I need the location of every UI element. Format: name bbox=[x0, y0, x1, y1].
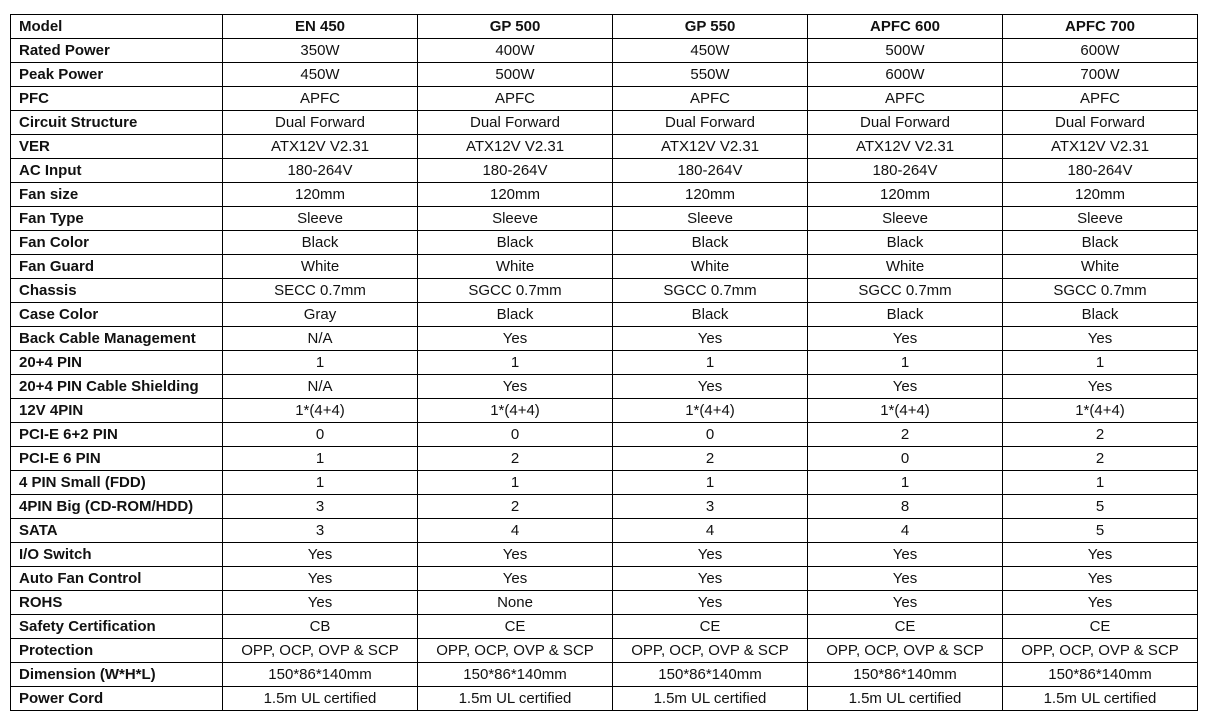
table-cell: Yes bbox=[613, 327, 808, 351]
table-cell: 150*86*140mm bbox=[418, 663, 613, 687]
table-cell: 600W bbox=[808, 63, 1003, 87]
table-row bbox=[11, 615, 1198, 639]
row-label: I/O Switch bbox=[11, 543, 223, 567]
row-label: VER bbox=[11, 135, 223, 159]
row-label: Fan size bbox=[11, 183, 223, 207]
table-cell: 0 bbox=[223, 423, 418, 447]
table-cell: Dual Forward bbox=[808, 111, 1003, 135]
table-cell: 1 bbox=[418, 471, 613, 495]
row-label: 12V 4PIN bbox=[11, 399, 223, 423]
table-cell: Sleeve bbox=[1003, 207, 1198, 231]
row-label: ROHS bbox=[11, 591, 223, 615]
table-row bbox=[11, 495, 1198, 519]
table-row bbox=[11, 687, 1198, 711]
table-cell: 120mm bbox=[223, 183, 418, 207]
table-cell: APFC bbox=[613, 87, 808, 111]
table-cell: 150*86*140mm bbox=[613, 663, 808, 687]
table-cell: Yes bbox=[808, 591, 1003, 615]
table-cell: APFC bbox=[808, 87, 1003, 111]
table-cell: White bbox=[1003, 255, 1198, 279]
table-cell: 1 bbox=[613, 351, 808, 375]
header-row bbox=[11, 15, 1198, 39]
table-cell: 1 bbox=[223, 351, 418, 375]
table-cell: 3 bbox=[223, 495, 418, 519]
table-cell: 1 bbox=[1003, 351, 1198, 375]
table-row bbox=[11, 591, 1198, 615]
table-cell: APFC bbox=[418, 87, 613, 111]
table-cell: Sleeve bbox=[223, 207, 418, 231]
table-cell: 150*86*140mm bbox=[1003, 663, 1198, 687]
table-cell: 700W bbox=[1003, 63, 1198, 87]
table-row bbox=[11, 471, 1198, 495]
table-cell: White bbox=[613, 255, 808, 279]
table-cell: Yes bbox=[1003, 375, 1198, 399]
table-cell: OPP, OCP, OVP & SCP bbox=[808, 639, 1003, 663]
row-label: Fan Color bbox=[11, 231, 223, 255]
table-cell: 120mm bbox=[418, 183, 613, 207]
table-cell: 2 bbox=[1003, 423, 1198, 447]
table-cell: Yes bbox=[613, 567, 808, 591]
table-cell: 3 bbox=[613, 495, 808, 519]
table-cell: Dual Forward bbox=[223, 111, 418, 135]
table-row bbox=[11, 135, 1198, 159]
table-cell: 1 bbox=[223, 471, 418, 495]
table-cell: ATX12V V2.31 bbox=[1003, 135, 1198, 159]
table-cell: CB bbox=[223, 615, 418, 639]
table-cell: Yes bbox=[1003, 327, 1198, 351]
model-header: GP 500 bbox=[418, 15, 613, 39]
row-label: 20+4 PIN bbox=[11, 351, 223, 375]
table-cell: CE bbox=[613, 615, 808, 639]
table-row bbox=[11, 279, 1198, 303]
row-label: PCI-E 6+2 PIN bbox=[11, 423, 223, 447]
table-cell: 1 bbox=[1003, 471, 1198, 495]
table-cell: 5 bbox=[1003, 495, 1198, 519]
table-cell: 2 bbox=[418, 447, 613, 471]
table-row bbox=[11, 639, 1198, 663]
table-cell: SGCC 0.7mm bbox=[808, 279, 1003, 303]
table-cell: Yes bbox=[223, 543, 418, 567]
table-cell: 120mm bbox=[1003, 183, 1198, 207]
table-cell: 500W bbox=[808, 39, 1003, 63]
table-cell: Black bbox=[418, 303, 613, 327]
table-cell: SGCC 0.7mm bbox=[418, 279, 613, 303]
table-cell: 1*(4+4) bbox=[418, 399, 613, 423]
table-row bbox=[11, 255, 1198, 279]
table-cell: 400W bbox=[418, 39, 613, 63]
table-row bbox=[11, 231, 1198, 255]
row-label: AC Input bbox=[11, 159, 223, 183]
row-label: Case Color bbox=[11, 303, 223, 327]
table-cell: Sleeve bbox=[808, 207, 1003, 231]
table-cell: Dual Forward bbox=[418, 111, 613, 135]
table-cell: Yes bbox=[613, 375, 808, 399]
table-row bbox=[11, 183, 1198, 207]
table-cell: Sleeve bbox=[418, 207, 613, 231]
row-label: 4 PIN Small (FDD) bbox=[11, 471, 223, 495]
table-row bbox=[11, 567, 1198, 591]
row-label: Dimension (W*H*L) bbox=[11, 663, 223, 687]
table-row bbox=[11, 351, 1198, 375]
table-cell: 1.5m UL certified bbox=[808, 687, 1003, 711]
table-cell: Yes bbox=[808, 375, 1003, 399]
table-cell: Black bbox=[223, 231, 418, 255]
table-cell: ATX12V V2.31 bbox=[418, 135, 613, 159]
table-cell: 4 bbox=[418, 519, 613, 543]
row-label: 4PIN Big (CD-ROM/HDD) bbox=[11, 495, 223, 519]
row-label: Back Cable Management bbox=[11, 327, 223, 351]
table-cell: 1.5m UL certified bbox=[418, 687, 613, 711]
table-cell: 150*86*140mm bbox=[223, 663, 418, 687]
table-cell: 180-264V bbox=[1003, 159, 1198, 183]
table-cell: OPP, OCP, OVP & SCP bbox=[1003, 639, 1198, 663]
table-row bbox=[11, 423, 1198, 447]
row-label: Safety Certification bbox=[11, 615, 223, 639]
row-label: Fan Type bbox=[11, 207, 223, 231]
table-cell: CE bbox=[1003, 615, 1198, 639]
table-cell: Yes bbox=[418, 567, 613, 591]
table-cell: Yes bbox=[808, 543, 1003, 567]
table-row bbox=[11, 63, 1198, 87]
table-cell: Yes bbox=[613, 543, 808, 567]
table-cell: 1.5m UL certified bbox=[223, 687, 418, 711]
table-row bbox=[11, 87, 1198, 111]
row-label: Auto Fan Control bbox=[11, 567, 223, 591]
table-cell: Yes bbox=[1003, 543, 1198, 567]
table-cell: 2 bbox=[1003, 447, 1198, 471]
table-cell: 1.5m UL certified bbox=[1003, 687, 1198, 711]
table-row bbox=[11, 399, 1198, 423]
table-cell: 150*86*140mm bbox=[808, 663, 1003, 687]
table-cell: 350W bbox=[223, 39, 418, 63]
table-cell: 2 bbox=[808, 423, 1003, 447]
table-cell: 0 bbox=[808, 447, 1003, 471]
table-row bbox=[11, 39, 1198, 63]
table-cell: Yes bbox=[418, 327, 613, 351]
table-cell: 120mm bbox=[613, 183, 808, 207]
table-cell: Black bbox=[808, 303, 1003, 327]
table-cell: Black bbox=[613, 303, 808, 327]
table-cell: None bbox=[418, 591, 613, 615]
table-cell: 0 bbox=[613, 423, 808, 447]
table-row bbox=[11, 207, 1198, 231]
table-cell: APFC bbox=[223, 87, 418, 111]
table-row bbox=[11, 375, 1198, 399]
table-cell: 1*(4+4) bbox=[1003, 399, 1198, 423]
table-cell: 450W bbox=[223, 63, 418, 87]
table-cell: CE bbox=[418, 615, 613, 639]
row-label: Peak Power bbox=[11, 63, 223, 87]
table-cell: Yes bbox=[223, 591, 418, 615]
table-cell: 1 bbox=[808, 351, 1003, 375]
table-row bbox=[11, 447, 1198, 471]
table-cell: Yes bbox=[223, 567, 418, 591]
table-cell: 8 bbox=[808, 495, 1003, 519]
table-cell: Black bbox=[418, 231, 613, 255]
table-cell: OPP, OCP, OVP & SCP bbox=[613, 639, 808, 663]
table-cell: Yes bbox=[418, 543, 613, 567]
table-cell: 2 bbox=[418, 495, 613, 519]
table-cell: 550W bbox=[613, 63, 808, 87]
row-label: Fan Guard bbox=[11, 255, 223, 279]
table-cell: ATX12V V2.31 bbox=[613, 135, 808, 159]
table-cell: White bbox=[418, 255, 613, 279]
table-cell: 180-264V bbox=[418, 159, 613, 183]
table-row bbox=[11, 327, 1198, 351]
table-cell: SGCC 0.7mm bbox=[613, 279, 808, 303]
table-cell: SGCC 0.7mm bbox=[1003, 279, 1198, 303]
table-cell: 2 bbox=[613, 447, 808, 471]
table-cell: ATX12V V2.31 bbox=[808, 135, 1003, 159]
row-label: PCI-E 6 PIN bbox=[11, 447, 223, 471]
table-cell: Sleeve bbox=[613, 207, 808, 231]
table-cell: 450W bbox=[613, 39, 808, 63]
table-cell: 500W bbox=[418, 63, 613, 87]
table-cell: 3 bbox=[223, 519, 418, 543]
row-label: 20+4 PIN Cable Shielding bbox=[11, 375, 223, 399]
table-cell: N/A bbox=[223, 327, 418, 351]
table-cell: Yes bbox=[1003, 567, 1198, 591]
spec-table bbox=[10, 14, 1198, 711]
table-cell: 1*(4+4) bbox=[223, 399, 418, 423]
row-label: Chassis bbox=[11, 279, 223, 303]
table-cell: Black bbox=[613, 231, 808, 255]
table-cell: Yes bbox=[418, 375, 613, 399]
table-cell: OPP, OCP, OVP & SCP bbox=[418, 639, 613, 663]
table-cell: Yes bbox=[613, 591, 808, 615]
table-cell: APFC bbox=[1003, 87, 1198, 111]
table-cell: 1 bbox=[613, 471, 808, 495]
table-cell: Dual Forward bbox=[613, 111, 808, 135]
table-cell: 1.5m UL certified bbox=[613, 687, 808, 711]
table-cell: White bbox=[223, 255, 418, 279]
table-cell: 1*(4+4) bbox=[613, 399, 808, 423]
table-row bbox=[11, 303, 1198, 327]
table-cell: OPP, OCP, OVP & SCP bbox=[223, 639, 418, 663]
table-row bbox=[11, 543, 1198, 567]
row-label: Rated Power bbox=[11, 39, 223, 63]
table-row bbox=[11, 663, 1198, 687]
model-header: APFC 600 bbox=[808, 15, 1003, 39]
table-row bbox=[11, 519, 1198, 543]
table-cell: Yes bbox=[808, 567, 1003, 591]
table-cell: Black bbox=[1003, 231, 1198, 255]
table-cell: 4 bbox=[613, 519, 808, 543]
table-cell: 180-264V bbox=[613, 159, 808, 183]
table-cell: 4 bbox=[808, 519, 1003, 543]
table-cell: 0 bbox=[418, 423, 613, 447]
table-cell: 1 bbox=[418, 351, 613, 375]
corner-label: Model bbox=[11, 15, 223, 39]
model-header: GP 550 bbox=[613, 15, 808, 39]
row-label: Protection bbox=[11, 639, 223, 663]
table-cell: CE bbox=[808, 615, 1003, 639]
table-cell: ATX12V V2.31 bbox=[223, 135, 418, 159]
table-cell: 1*(4+4) bbox=[808, 399, 1003, 423]
table-cell: 600W bbox=[1003, 39, 1198, 63]
row-label: SATA bbox=[11, 519, 223, 543]
table-cell: Yes bbox=[808, 327, 1003, 351]
table-row bbox=[11, 159, 1198, 183]
table-cell: 180-264V bbox=[223, 159, 418, 183]
table-cell: Gray bbox=[223, 303, 418, 327]
table-cell: 5 bbox=[1003, 519, 1198, 543]
table-cell: Black bbox=[808, 231, 1003, 255]
table-cell: N/A bbox=[223, 375, 418, 399]
table-cell: 120mm bbox=[808, 183, 1003, 207]
table-cell: Black bbox=[1003, 303, 1198, 327]
table-cell: SECC 0.7mm bbox=[223, 279, 418, 303]
table-row bbox=[11, 111, 1198, 135]
table-cell: Dual Forward bbox=[1003, 111, 1198, 135]
row-label: Circuit Structure bbox=[11, 111, 223, 135]
row-label: PFC bbox=[11, 87, 223, 111]
table-cell: Yes bbox=[1003, 591, 1198, 615]
model-header: APFC 700 bbox=[1003, 15, 1198, 39]
row-label: Power Cord bbox=[11, 687, 223, 711]
table-cell: 1 bbox=[223, 447, 418, 471]
table-cell: 1 bbox=[808, 471, 1003, 495]
table-cell: White bbox=[808, 255, 1003, 279]
table-cell: 180-264V bbox=[808, 159, 1003, 183]
model-header: EN 450 bbox=[223, 15, 418, 39]
